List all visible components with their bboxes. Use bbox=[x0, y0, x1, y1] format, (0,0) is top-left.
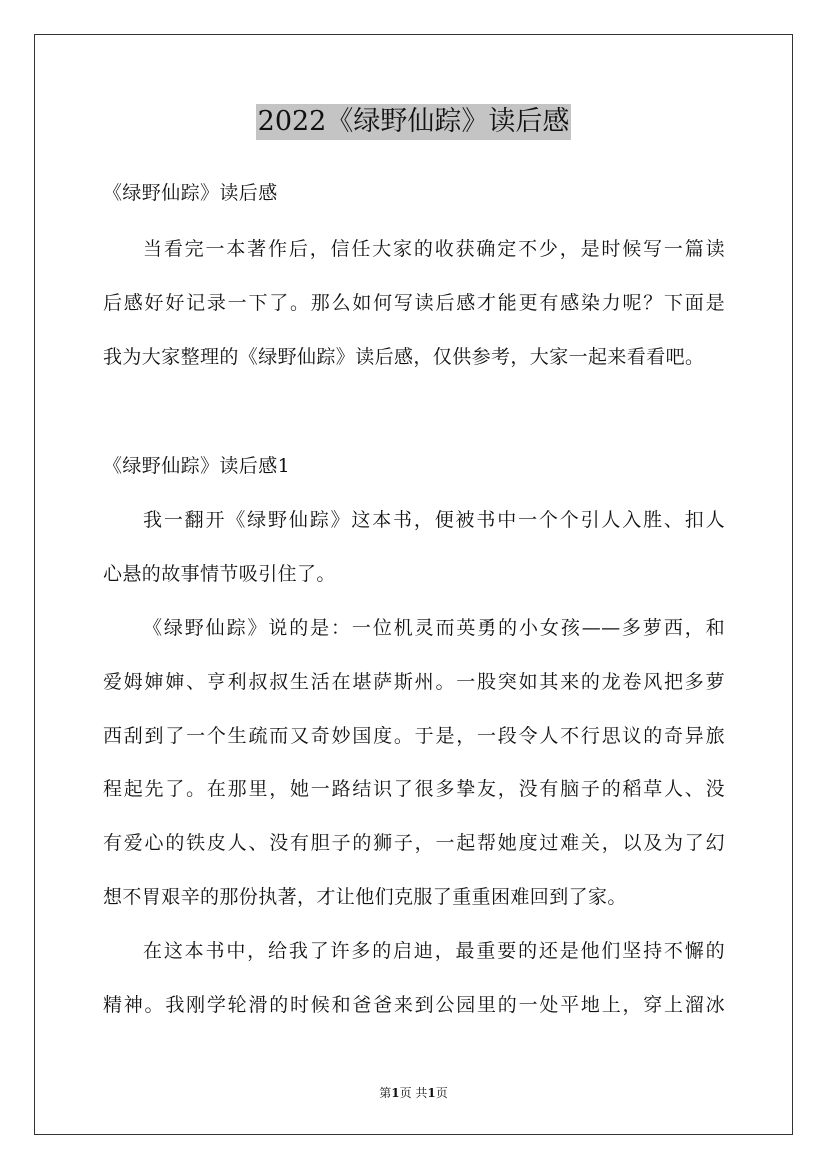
section1-para1-line-1: 我一翻开《绿野仙踪》这本书，便被书中一个个引人入胜、扣人 bbox=[143, 509, 725, 531]
intro-line-1: 当看完一本著作后，信任大家的收获确定不少，是时候写一篇读 bbox=[143, 238, 725, 260]
section1-para2-line-4: 程起先了。在那里，她一路结识了很多挚友，没有脑子的稻草人、没 bbox=[103, 778, 725, 800]
footer-page-number: 1 bbox=[391, 1086, 400, 1100]
title-container bbox=[0, 104, 827, 140]
page-footer bbox=[0, 1085, 827, 1101]
footer-prefix: 第 bbox=[379, 1086, 392, 1100]
section1-para1-line-2: 心悬的故事情节吸引住了。 bbox=[103, 563, 336, 585]
section1-para3-line-2: 精神。我刚学轮滑的时候和爸爸来到公园里的一处平地上，穿上溜冰 bbox=[103, 994, 725, 1016]
section1-para3-line-1: 在这本书中，给我了许多的启迪，最重要的还是他们坚持不懈的 bbox=[143, 940, 725, 962]
section1-heading: 《绿野仙踪》读后感1 bbox=[103, 455, 291, 477]
section1-para2-line-3: 西刮到了一个生疏而又奇妙国度。于是，一段令人不行思议的奇异旅 bbox=[103, 725, 725, 747]
footer-middle: 页 共 bbox=[399, 1086, 428, 1100]
intro-line-2: 后感好好记录一下了。那么如何写读后感才能更有感染力呢？下面是 bbox=[103, 292, 725, 314]
section1-para2-line-2: 爱姆婶婶、亨利叔叔生活在堪萨斯州。一股突如其来的龙卷风把多萝 bbox=[103, 671, 725, 693]
section1-para2-line-1: 《绿野仙踪》说的是：一位机灵而英勇的小女孩——多萝西，和 bbox=[143, 617, 725, 639]
intro-line-3: 我为大家整理的《绿野仙踪》读后感，仅供参考，大家一起来看看吧。 bbox=[103, 346, 705, 368]
footer-total-pages: 1 bbox=[427, 1086, 436, 1100]
section1-para2-line-5: 有爱心的铁皮人、没有胆子的狮子，一起帮她度过难关，以及为了幻 bbox=[103, 832, 725, 854]
document-heading: 《绿野仙踪》读后感 bbox=[103, 182, 278, 204]
section1-para2-line-6: 想不胃艰辛的那份执著，才让他们克服了重重困难回到了家。 bbox=[103, 886, 627, 908]
document-title: 2022《绿野仙踪》读后感 bbox=[256, 104, 572, 140]
footer-suffix: 页 bbox=[435, 1086, 448, 1100]
